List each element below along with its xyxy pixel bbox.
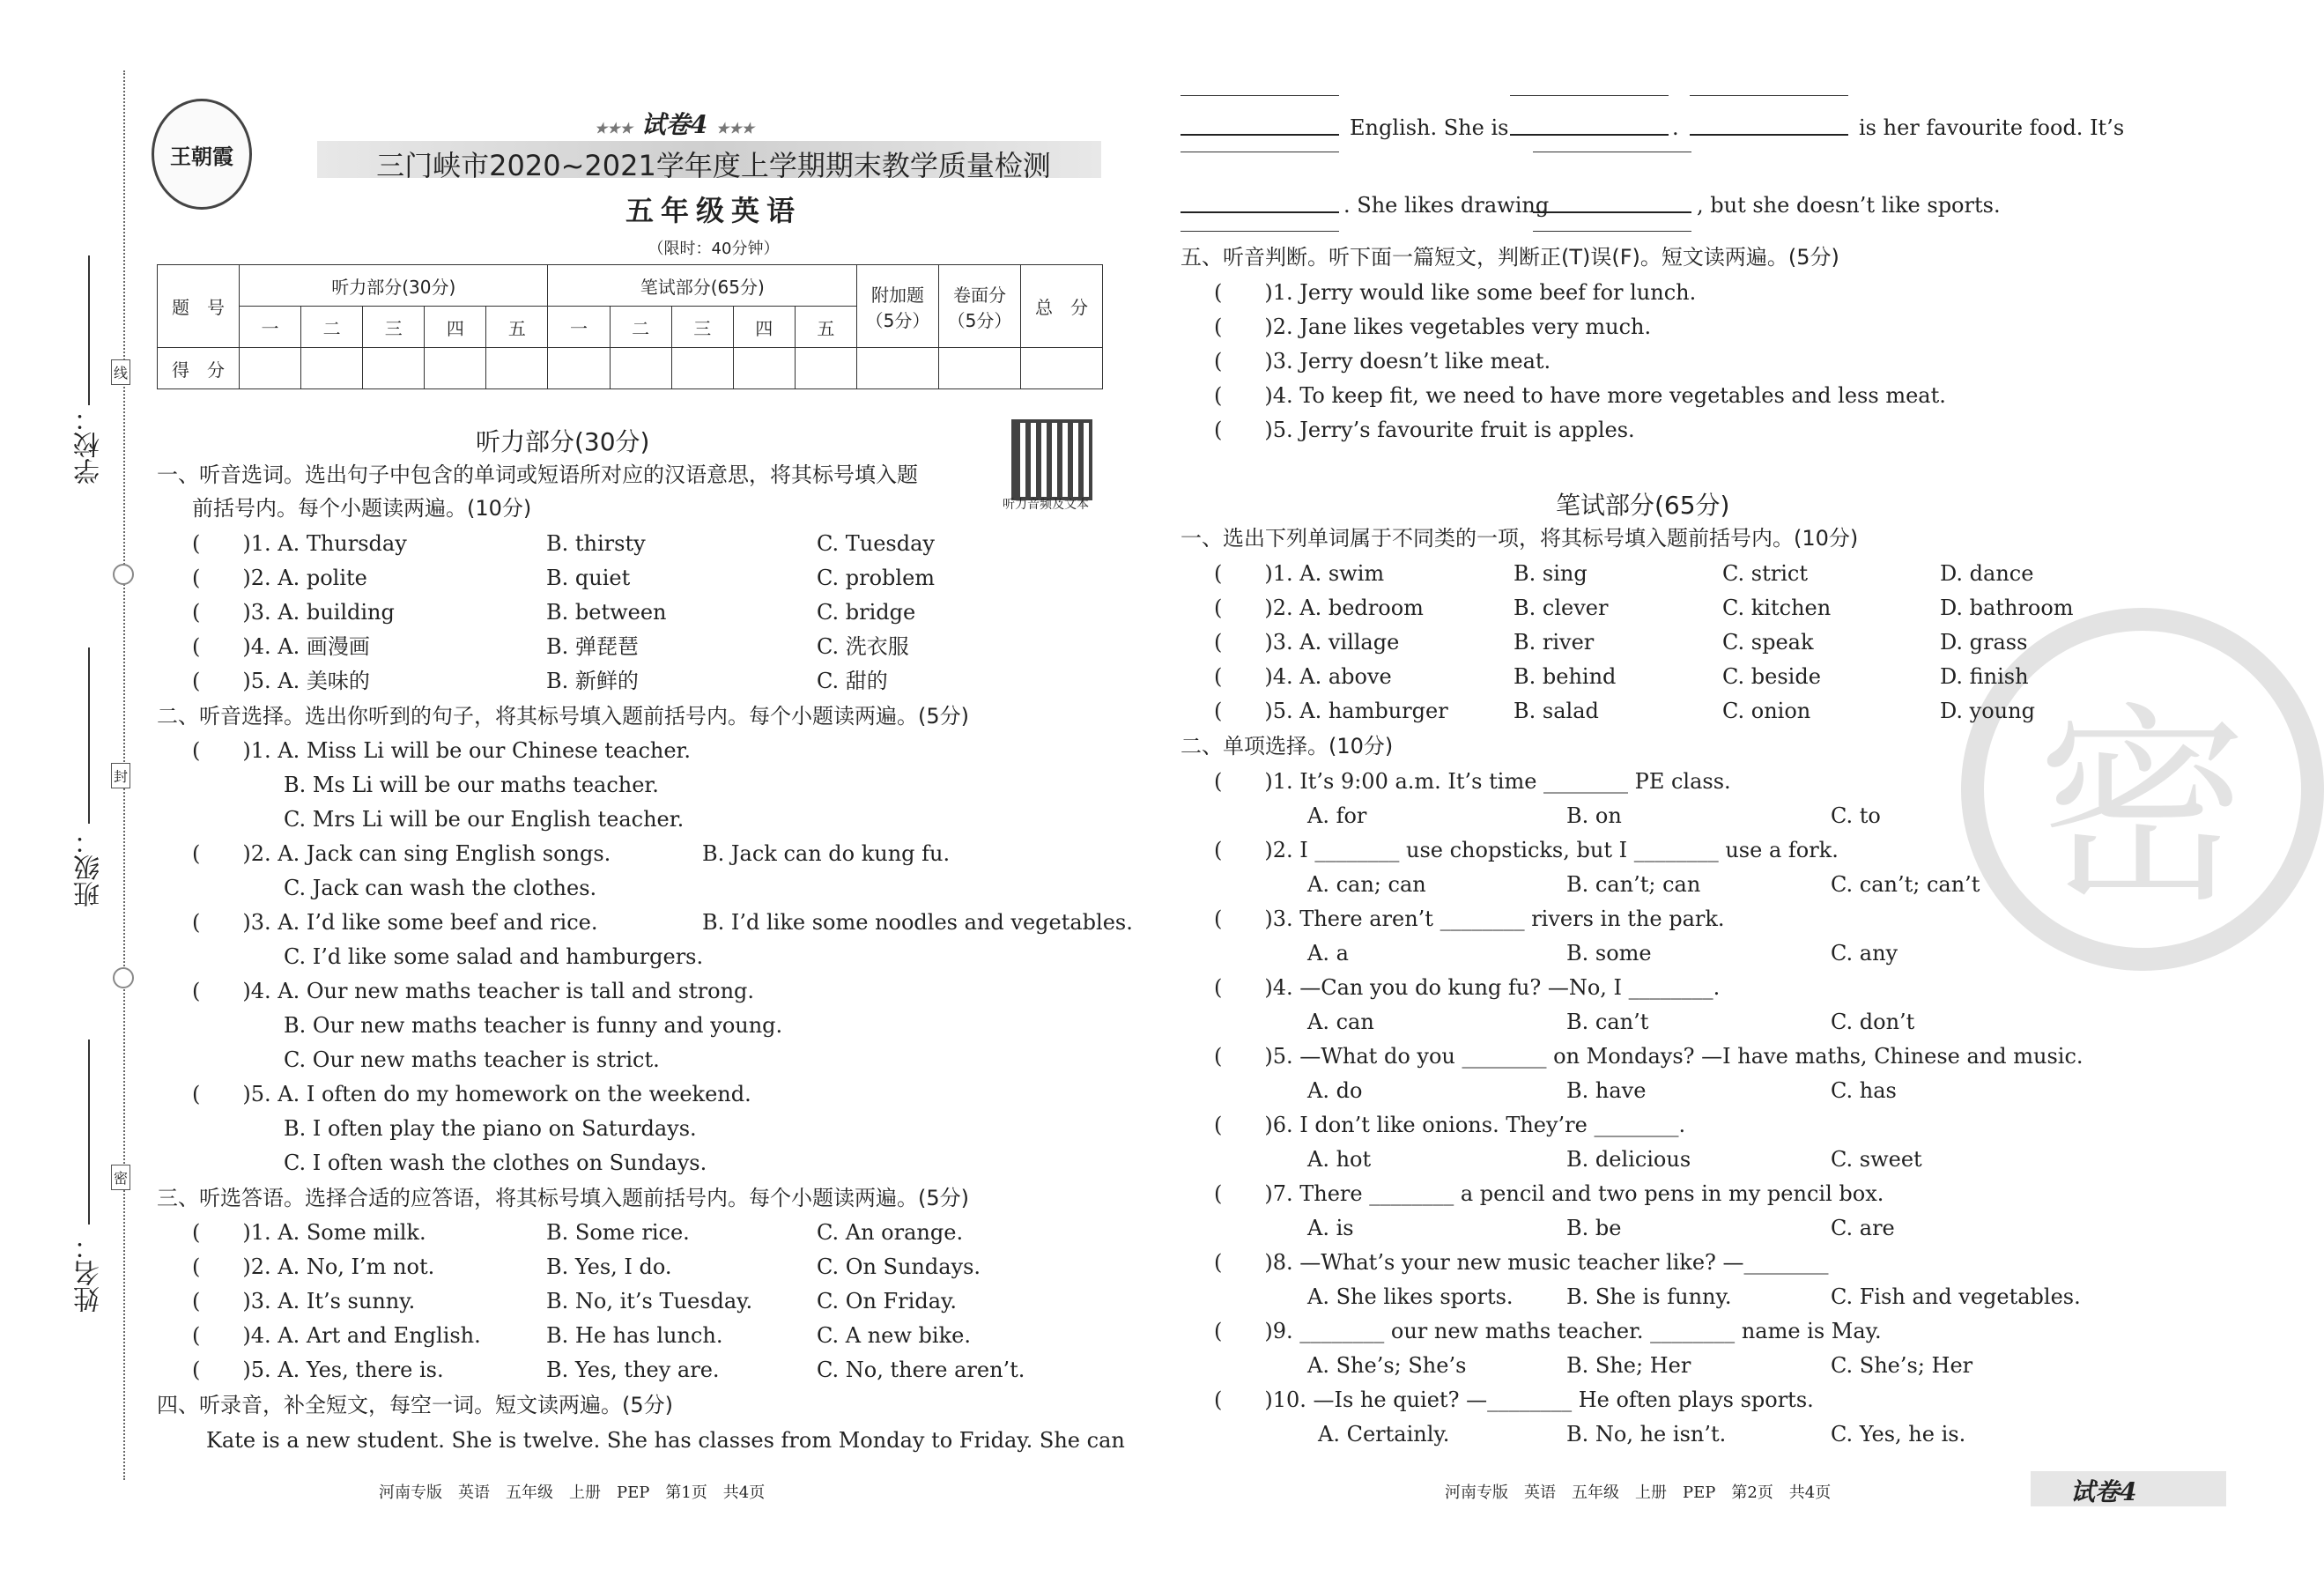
score-table-extra: 附加题（5分） — [857, 265, 939, 348]
option: B. 新鲜的 — [546, 669, 639, 693]
option: B. Ms Li will be our maths teacher. — [284, 773, 659, 797]
question-item: ( )2. A. bedroom — [1214, 596, 1424, 620]
option: A. do — [1307, 1078, 1363, 1103]
passage-text: is her favourite food. It’s — [1859, 115, 2125, 140]
question-item: ( )6. I don’t like onions. They’re ________. — [1214, 1113, 1686, 1137]
question-item: ( )2. A. Jack can sing English songs. — [192, 841, 611, 866]
option: B. on — [1566, 803, 1622, 828]
option: C. She’s; Her — [1831, 1353, 1973, 1378]
option: C. Fish and vegetables. — [1831, 1284, 2081, 1309]
option: A. for — [1307, 803, 1367, 828]
answer-blank[interactable] — [1510, 95, 1669, 96]
option: B. I often play the piano on Saturdays. — [284, 1116, 697, 1141]
option: C. Our new maths teacher is strict. — [284, 1047, 660, 1072]
question-item: ( )5. A. 美味的 — [192, 669, 370, 693]
score-col: 五 — [795, 307, 856, 348]
option: C. strict — [1722, 561, 1808, 586]
section-title: 五、听音判断。听下面一篇短文，判断正(T)误(F)。短文读两遍。(5分) — [1181, 245, 1839, 270]
option: C. Jack can wash the clothes. — [284, 876, 597, 900]
option: C. are — [1831, 1216, 1895, 1240]
question-item: ( )3. There aren’t ________ rivers in the park. — [1214, 906, 1725, 931]
question-item: ( )1. Jerry would like some beef for lunch. — [1214, 280, 1697, 305]
listening-title: 听力部分(30分) — [476, 427, 650, 456]
option: B. between — [546, 600, 667, 625]
option: D. dance — [1940, 561, 2034, 586]
option: C. sweet — [1831, 1147, 1922, 1172]
publisher-logo: 王朝霞 — [152, 99, 252, 210]
paper-badge: ★★★ 试卷4 ★★★ — [595, 110, 755, 139]
question-item: ( )3. Jerry doesn’t like meat. — [1214, 349, 1551, 374]
question-item: ( )4. A. Art and English. — [192, 1323, 481, 1348]
option: C. any — [1831, 941, 1898, 966]
question-item: ( )9. ________ our new maths teacher. ________ name is May. — [1214, 1319, 1882, 1343]
score-table-neat: 卷面分（5分） — [939, 265, 1021, 348]
option: B. delicious — [1566, 1147, 1691, 1172]
option: C. I’d like some salad and hamburgers. — [284, 944, 704, 969]
page-footer: 河南专版 英语 五年级 上册 PEP 第2页 共4页 — [1445, 1484, 1832, 1502]
option: B. some — [1566, 941, 1652, 966]
answer-blank[interactable] — [1181, 211, 1339, 213]
score-col: 五 — [486, 307, 548, 348]
name-field[interactable] — [88, 1040, 90, 1225]
option: C. onion — [1722, 699, 1811, 723]
answer-blank[interactable] — [1533, 231, 1691, 232]
score-cell[interactable] — [939, 348, 1021, 389]
option: B. sing — [1514, 561, 1588, 586]
option: D. bathroom — [1940, 596, 2074, 620]
class-field[interactable] — [88, 647, 90, 824]
option: C. don’t — [1831, 1010, 1915, 1034]
question-item: ( )2. I ________ use chopsticks, but I ________ use a fork. — [1214, 838, 1839, 862]
question-item: ( )4. —Can you do kung fu? —No, I ________. — [1214, 975, 1721, 1000]
option: C. speak — [1722, 630, 1814, 655]
option: B. No, he isn’t. — [1566, 1422, 1727, 1447]
score-table — [157, 264, 1103, 389]
page-footer: 河南专版 英语 五年级 上册 PEP 第1页 共4页 — [379, 1484, 766, 1502]
question-item: ( )3. A. building — [192, 600, 395, 625]
option: B. She is funny. — [1566, 1284, 1732, 1309]
option: A. Certainly. — [1318, 1422, 1450, 1447]
option: B. salad — [1514, 699, 1599, 723]
school-field[interactable] — [88, 255, 90, 405]
option: B. No, it’s Tuesday. — [546, 1289, 753, 1313]
score-cell[interactable] — [548, 348, 610, 389]
score-cell[interactable] — [795, 348, 856, 389]
option: B. I’d like some noodles and vegetables. — [702, 910, 1133, 935]
question-item: ( )4. A. 画漫画 — [192, 634, 370, 659]
option: C. bridge — [817, 600, 916, 625]
option: B. Yes, they are. — [546, 1358, 720, 1382]
question-item: ( )5. A. I often do my homework on the weekend. — [192, 1082, 751, 1106]
option: D. young — [1940, 699, 2035, 723]
score-cell[interactable] — [486, 348, 548, 389]
option: B. Yes, I do. — [546, 1254, 672, 1279]
answer-blank[interactable] — [1181, 231, 1339, 232]
option: C. beside — [1722, 664, 1821, 689]
option: A. She’s; She’s — [1307, 1353, 1467, 1378]
option: C. 甜的 — [817, 669, 888, 693]
name-label: 姓名： — [74, 1233, 105, 1313]
option: B. 弹琵琶 — [546, 634, 639, 659]
section-title: 二、单项选择。(10分) — [1181, 734, 1394, 758]
qr-caption: 听力音频及文本 — [1003, 498, 1089, 512]
section-title: 一、选出下列单词属于不同类的一项，将其标号填入题前括号内。(10分) — [1181, 526, 1859, 551]
option: C. Yes, he is. — [1831, 1422, 1966, 1447]
option: C. kitchen — [1722, 596, 1832, 620]
option: B. can’t; can — [1566, 872, 1701, 897]
score-col: 二 — [610, 307, 671, 348]
question-item: ( )8. —What’s your new music teacher like? —________ — [1214, 1250, 1829, 1275]
option: B. can’t — [1566, 1010, 1649, 1034]
answer-blank[interactable] — [1690, 134, 1848, 136]
option: D. grass — [1940, 630, 2028, 655]
seal-mark-seal: 封 — [111, 763, 130, 788]
option: C. Mrs Li will be our English teacher. — [284, 807, 685, 832]
option: C. On Sundays. — [817, 1254, 981, 1279]
option: C. problem — [817, 566, 936, 590]
section-title: 一、听音选词。选出句子中包含的单词或短语所对应的汉语意思，将其标号填入题 — [157, 462, 918, 487]
option: C. No, there aren’t. — [817, 1358, 1025, 1382]
score-table-writing: 笔试部分(65分) — [548, 265, 857, 307]
option: A. can — [1307, 1010, 1374, 1034]
question-item: ( )7. There ________ a pencil and two pens in my pencil box. — [1214, 1181, 1884, 1206]
option: B. Some rice. — [546, 1220, 690, 1245]
option: D. finish — [1940, 664, 2029, 689]
option: C. On Friday. — [817, 1289, 957, 1313]
option: A. is — [1307, 1216, 1354, 1240]
question-item: ( )2. Jane likes vegetables very much. — [1214, 314, 1652, 339]
passage-text: . — [1672, 115, 1679, 140]
score-cell[interactable] — [857, 348, 939, 389]
passage-text: , but she doesn’t like sports. — [1697, 193, 2001, 218]
score-col: 三 — [363, 307, 425, 348]
option: C. can’t; can’t — [1831, 872, 1980, 897]
question-item: ( )5. —What do you ________ on Mondays? —I have maths, Chinese and music. — [1214, 1044, 2083, 1069]
score-row-label: 得 分 — [158, 348, 240, 389]
question-item: ( )3. A. I’d like some beef and rice. — [192, 910, 598, 935]
question-item: ( )5. Jerry’s favourite fruit is apples. — [1214, 418, 1635, 442]
time-limit: （限时：40分钟） — [648, 240, 780, 258]
score-table-listening: 听力部分(30分) — [240, 265, 548, 307]
seal-mark-secret: 密 — [111, 1165, 130, 1190]
option: C. to — [1831, 803, 1881, 828]
option: C. A new bike. — [817, 1323, 971, 1348]
option: B. He has lunch. — [546, 1323, 723, 1348]
question-item: ( )1. It’s 9:00 a.m. It’s time ________ PE class. — [1214, 769, 1731, 794]
score-col: 二 — [301, 307, 363, 348]
option: B. behind — [1514, 664, 1617, 689]
question-item: ( )1. A. Thursday — [192, 531, 407, 556]
score-col: 四 — [425, 307, 486, 348]
answer-blank[interactable] — [1690, 95, 1848, 96]
school-label: 学校： — [74, 405, 105, 485]
question-item: ( )4. A. above — [1214, 664, 1392, 689]
question-item: ( )1. A. Some milk. — [192, 1220, 426, 1245]
section-title: 二、听音选择。选出你听到的句子，将其标号填入题前括号内。每个小题读两遍。(5分) — [157, 704, 969, 729]
answer-blank[interactable] — [1533, 211, 1691, 213]
option: A. She likes sports. — [1307, 1284, 1514, 1309]
question-item: ( )5. A. hamburger — [1214, 699, 1448, 723]
passage-text: Kate is a new student. She is twelve. She has classes from Monday to Friday. She can — [206, 1428, 1125, 1453]
question-item: ( )2. A. polite — [192, 566, 367, 590]
question-item: ( )10. —Is he quiet? —________ He often plays sports. — [1214, 1387, 1814, 1412]
score-col: 三 — [671, 307, 733, 348]
section-title: 前括号内。每个小题读两遍。(10分) — [192, 496, 532, 521]
binding-hole-icon — [113, 564, 134, 585]
section-title: 三、听选答语。选择合适的应答语，将其标号填入题前括号内。每个小题读两遍。(5分) — [157, 1186, 969, 1210]
score-cell[interactable] — [363, 348, 425, 389]
answer-blank[interactable] — [1181, 95, 1339, 96]
option: B. Jack can do kung fu. — [702, 841, 951, 866]
score-col: 四 — [733, 307, 795, 348]
corner-label: 试卷4 — [2070, 1477, 2137, 1506]
option: A. hot — [1307, 1147, 1372, 1172]
answer-blank[interactable] — [1181, 134, 1339, 136]
seal-mark-line: 线 — [111, 359, 130, 385]
question-item: ( )4. A. Our new maths teacher is tall and strong. — [192, 979, 755, 1003]
question-item: ( )2. A. No, I’m not. — [192, 1254, 435, 1279]
subject-title: 五年级英语 — [625, 194, 802, 227]
score-col: 一 — [240, 307, 301, 348]
option: B. clever — [1514, 596, 1609, 620]
option: B. have — [1566, 1078, 1647, 1103]
option: C. I often wash the clothes on Sundays. — [284, 1151, 707, 1175]
question-item: ( )4. To keep fit, we need to have more vegetables and less meat. — [1214, 383, 1946, 408]
answer-blank[interactable] — [1510, 134, 1669, 136]
option: C. has — [1831, 1078, 1897, 1103]
secret-watermark: 密 — [1961, 608, 2324, 971]
question-item: ( )3. A. It’s sunny. — [192, 1289, 416, 1313]
score-cell[interactable] — [671, 348, 733, 389]
option: C. An orange. — [817, 1220, 964, 1245]
qr-code-icon[interactable] — [1011, 419, 1092, 500]
score-cell[interactable] — [301, 348, 363, 389]
question-item: ( )1. A. swim — [1214, 561, 1385, 586]
option: B. quiet — [546, 566, 631, 590]
option: B. river — [1514, 630, 1595, 655]
score-cell[interactable] — [733, 348, 795, 389]
score-table-header: 题 号 — [158, 265, 240, 348]
option: C. Tuesday — [817, 531, 935, 556]
option: A. a — [1307, 941, 1349, 966]
section-title: 四、听录音，补全短文，每空一词。短文读两遍。(5分) — [157, 1393, 673, 1417]
passage-text: English. She is — [1350, 115, 1509, 140]
score-col: 一 — [548, 307, 610, 348]
question-item: ( )1. A. Miss Li will be our Chinese teacher. — [192, 738, 692, 763]
score-table-total: 总 分 — [1021, 265, 1103, 348]
option: A. can; can — [1307, 872, 1426, 897]
question-item: ( )5. A. Yes, there is. — [192, 1358, 444, 1382]
question-item: ( )3. A. village — [1214, 630, 1400, 655]
option: C. 洗衣服 — [817, 634, 909, 659]
score-cell[interactable] — [610, 348, 671, 389]
writing-title: 笔试部分(65分) — [1556, 491, 1730, 520]
score-cell[interactable] — [1021, 348, 1103, 389]
option: B. thirsty — [546, 531, 646, 556]
exam-title: 三门峡市2020~2021学年度上学期期末教学质量检测 — [376, 149, 1051, 182]
passage-text: . She likes drawing — [1343, 193, 1550, 218]
option: B. be — [1566, 1216, 1622, 1240]
option: B. Our new maths teacher is funny and young. — [284, 1013, 783, 1038]
score-cell[interactable] — [240, 348, 301, 389]
score-cell[interactable] — [425, 348, 486, 389]
binding-hole-icon — [113, 967, 134, 988]
class-label: 班级： — [74, 828, 105, 907]
option: B. She; Her — [1566, 1353, 1691, 1378]
